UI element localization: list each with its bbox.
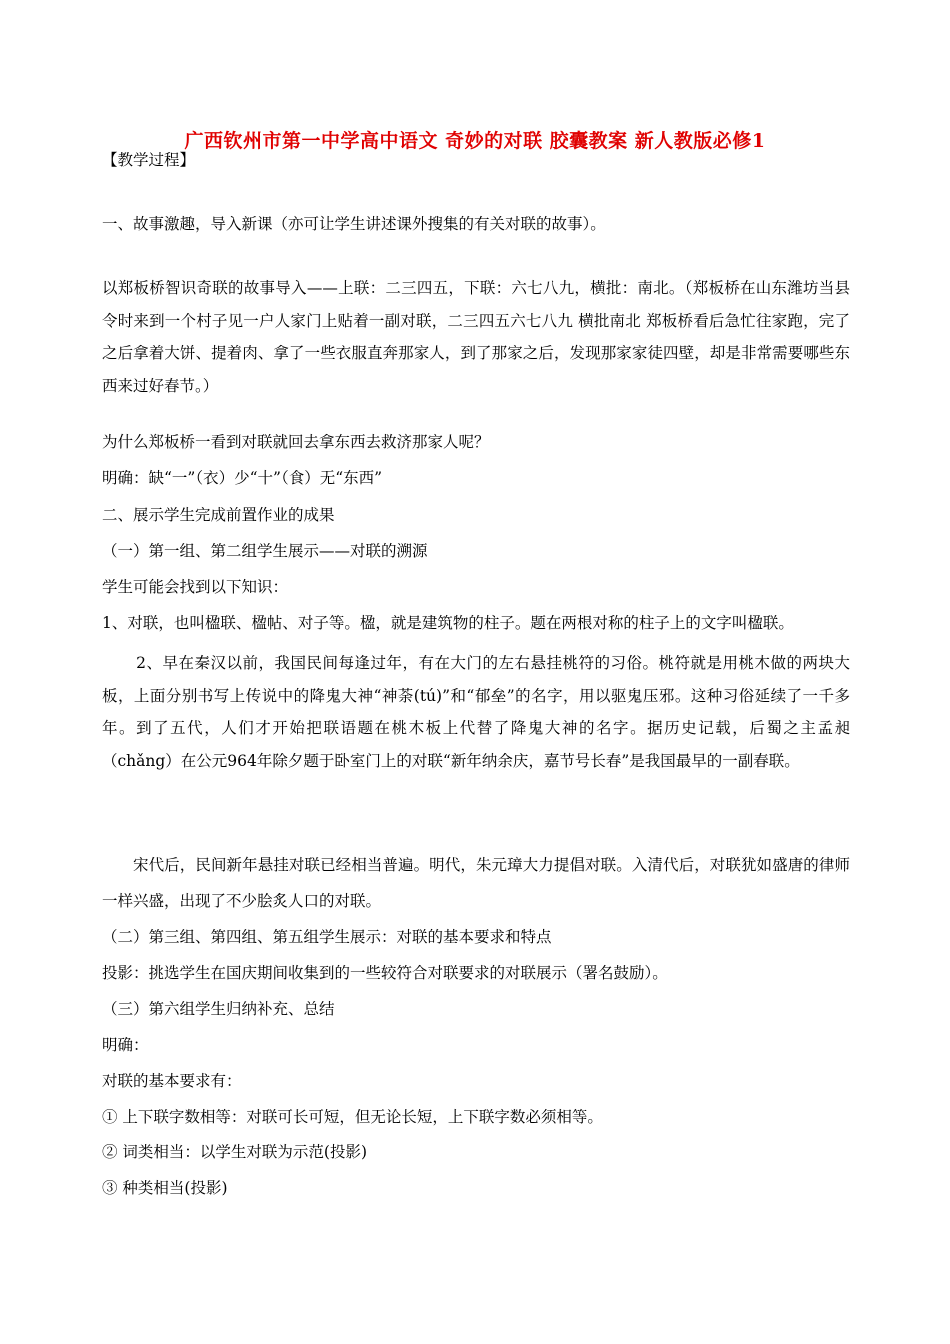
clarify-label: 明确： (102, 1036, 149, 1054)
group1-heading: （一）第一组、第二组学生展示——对联的溯源 (102, 542, 428, 560)
group3-heading: （三）第六组学生归纳补充、总结 (102, 1000, 335, 1018)
requirements-intro: 对联的基本要求有： (102, 1072, 242, 1090)
part1-heading: 一、故事激趣，导入新课（亦可让学生讲述课外搜集的有关对联的故事）。 (102, 215, 606, 233)
projection-line: 投影：挑选学生在国庆期间收集到的一些较符合对联要求的对联展示（署名鼓励）。 (102, 964, 668, 982)
group2-heading: （二）第三组、第四组、第五组学生展示：对联的基本要求和特点 (102, 928, 552, 946)
requirement-1: ① 上下联字数相等：对联可长可短，但无论长短，上下联字数必须相等。 (102, 1108, 603, 1126)
clarify-answer: 明确：缺“一”（衣）少“十”（食）无“东西” (102, 469, 383, 487)
requirement-2: ② 词类相当：以学生对联为示范(投影) (102, 1143, 368, 1161)
part2-heading: 二、展示学生完成前置作业的成果 (102, 506, 335, 524)
question-line: 为什么郑板桥一看到对联就回去拿东西去救济那家人呢？ (102, 433, 490, 451)
document-title: 广西钦州市第一中学高中语文 奇妙的对联 胶囊教案 新人教版必修1 (184, 130, 766, 152)
song-dynasty-paragraph: 宋代后，民间新年悬挂对联已经相当普遍。明代，朱元璋大力提倡对联。入清代后，对联犹如盛唐的律师一样兴盛，出现了不少脍炙人口的对联。 (102, 856, 850, 910)
requirement-3: ③ 种类相当(投影) (102, 1179, 228, 1197)
point-1: 1、对联，也叫楹联、楹帖、对子等。楹，就是建筑物的柱子。题在两根对称的柱子上的文字叫楹联。 (102, 614, 794, 632)
students-may-find: 学生可能会找到以下知识： (102, 578, 289, 596)
story-paragraph: 以郑板桥智识奇联的故事导入——上联：二三四五，下联：六七八九，横批：南北。（郑板桥在山东潍坊当县令时来到一个村子见一户人家门上贴着一副对联，二三四五六七八九 横批南北 郑板桥看后急忙往家跑，完了之后拿着大饼、提着肉、拿了一些衣服直奔那家人，到了那家之后，发现那家家徒四壁，却是非常需要哪些东西来过好春节。） (102, 279, 850, 395)
point-2-paragraph: 2、早在秦汉以前，我国民间每逢过年，有在大门的左右悬挂桃符的习俗。桃符就是用桃木做的两块大板，上面分别书写上传说中的降鬼大神“神荼(tú)”和“郁垒”的名字，用以驱鬼压邪。这种习俗延续了一千多年。到了五代，人们才开始把联语题在桃木板上代替了降鬼大神的名字。据历史记载，后蜀之主孟昶（chǎng）在公元964年除夕题于卧室门上的对联“新年纳余庆，嘉节号长春”是我国最早的一副春联。 (102, 654, 850, 770)
section-header: 【教学过程】 (102, 151, 196, 169)
